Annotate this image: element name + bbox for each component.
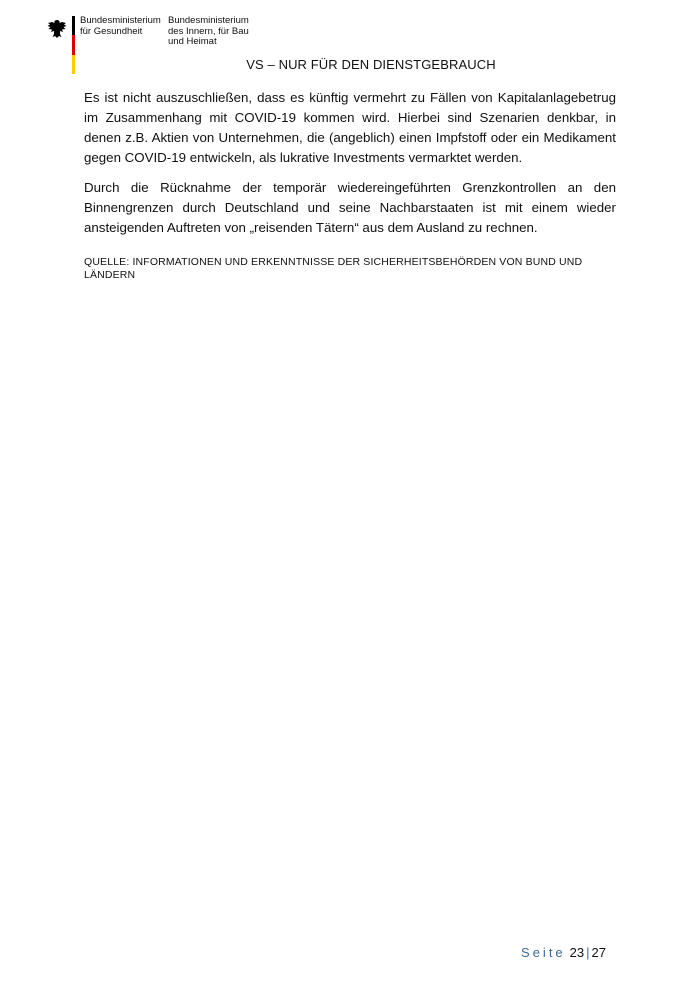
page-label: Seite bbox=[521, 945, 566, 960]
source-note: QUELLE: INFORMATIONEN UND ERKENNTNISSE DER SICHERHEITSBEHÖRDEN VON BUND UND LÄNDERN bbox=[84, 256, 583, 281]
federal-eagle-icon bbox=[46, 18, 68, 40]
page-total: 27 bbox=[591, 945, 606, 960]
classification-banner: VS – NUR FÜR DEN DIENSTGEBRAUCH bbox=[246, 57, 496, 72]
page-separator: | bbox=[586, 945, 590, 960]
document-body bbox=[84, 88, 616, 282]
page-number: 23 bbox=[569, 945, 585, 960]
flag-stripe-red bbox=[72, 35, 75, 54]
flag-stripe-black bbox=[72, 16, 75, 35]
ministry-interior-name: Bundesministerium des Innern, für Bau und Heimat bbox=[168, 15, 249, 47]
paragraph-border-controls: Durch die Rücknahme der temporär wiedereingeführten Grenzkontrollen an den Binnengrenzen durch Deutschland und seine Nachbarstaaten ist mit einem wieder ansteigenden Auftreten von „reisenden Tätern“ aus dem Ausland zu rechnen. bbox=[84, 180, 616, 235]
paragraph-investment-fraud: Es ist nicht auszuschließen, dass es künftig vermehrt zu Fällen von Kapitalanlagebetrug im Zusammenhang mit COVID-19 kommen wird. Hierbei sind Szenarien denkbar, in denen z.B. Aktien von Unternehmen, die (angeblich) einen Impfstoff oder ein Medikament gegen COVID-19 entwickeln, als lukrative Investments vermarktet werden. bbox=[84, 90, 616, 165]
page-footer bbox=[521, 945, 606, 960]
ministry-health-name: Bundesministerium für Gesundheit bbox=[80, 15, 161, 37]
